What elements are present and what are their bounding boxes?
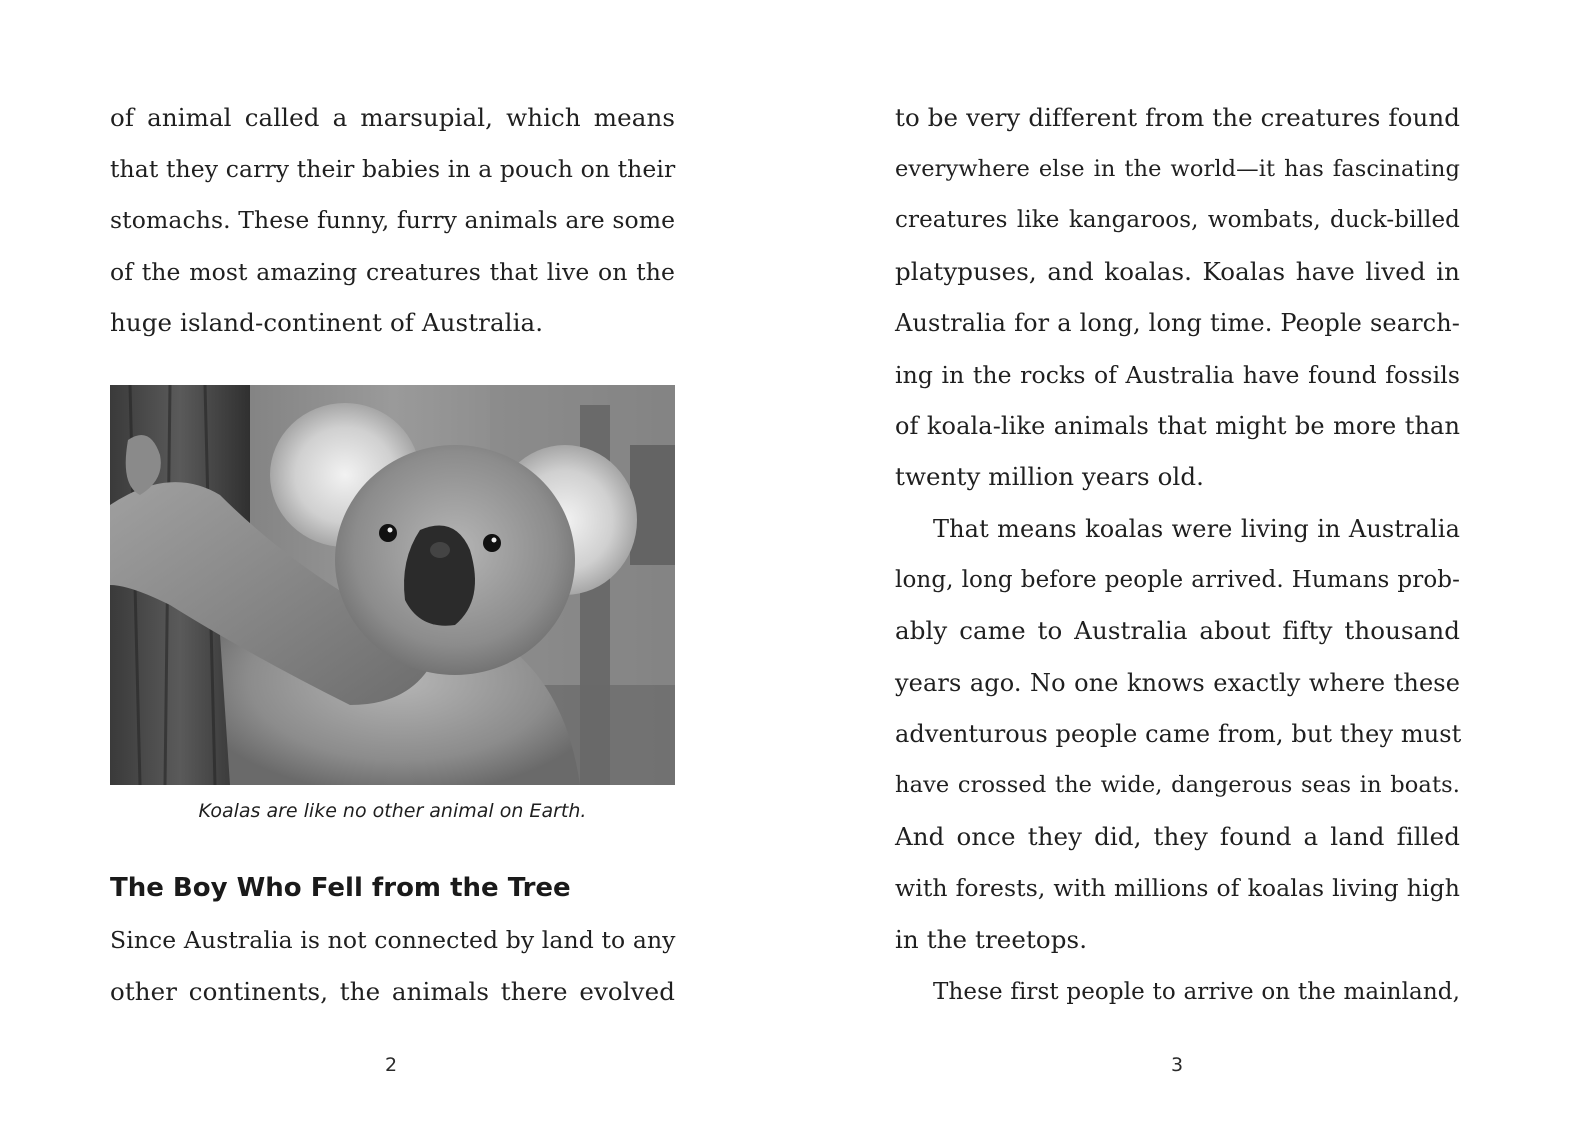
text-line: ably came to Australia about fifty thousand <box>895 616 1460 645</box>
text-line: That means koalas were living in Australia <box>933 515 1460 543</box>
text-line: ing in the rocks of Australia have found fossils <box>895 361 1460 389</box>
text-line: of the most amazing creatures that live on the <box>110 258 675 286</box>
text-line: creatures like kangaroos, wombats, duck-billed <box>895 207 1460 233</box>
text-line: in the treetops. <box>895 925 1088 954</box>
text-line: years ago. No one knows exactly where these <box>895 669 1460 697</box>
text-line: Since Australia is not connected by land to any <box>110 926 676 954</box>
text-line: And once they did, they found a land filled <box>895 822 1460 851</box>
text-line: with forests, with millions of koalas living high <box>895 874 1460 902</box>
page-number: 2 <box>384 1054 398 1076</box>
text-line: that they carry their babies in a pouch on their <box>110 155 676 183</box>
text-line: long, long before people arrived. Humans prob- <box>895 567 1460 593</box>
text-line: platypuses, and koalas. Koalas have lived in <box>895 257 1460 286</box>
text-line: Australia for a long, long time. People search- <box>895 309 1460 337</box>
text-line: other continents, the animals there evolved <box>110 977 675 1006</box>
page-number: 3 <box>1170 1054 1184 1076</box>
section-heading: The Boy Who Fell from the Tree <box>110 873 571 903</box>
right-page <box>795 0 1590 1140</box>
text-line: everywhere else in the world—it has fascinating <box>895 156 1460 182</box>
text-line: of animal called a marsupial, which means <box>110 103 675 132</box>
text-line: of koala-like animals that might be more than <box>895 412 1460 440</box>
text-line: stomachs. These funny, furry animals are some <box>110 206 676 234</box>
text-line: twenty million years old. <box>895 462 1205 491</box>
figure-caption: Koalas are like no other animal on Earth. <box>198 800 587 822</box>
text-line: huge island-continent of Australia. <box>110 308 544 337</box>
text-line: These first people to arrive on the mainland, <box>933 979 1460 1005</box>
text-line: have crossed the wide, dangerous seas in boats. <box>895 772 1460 798</box>
text-line: to be very different from the creatures found <box>895 103 1460 132</box>
text-line: adventurous people came from, but they must <box>895 720 1462 748</box>
koala-photo <box>110 385 675 785</box>
